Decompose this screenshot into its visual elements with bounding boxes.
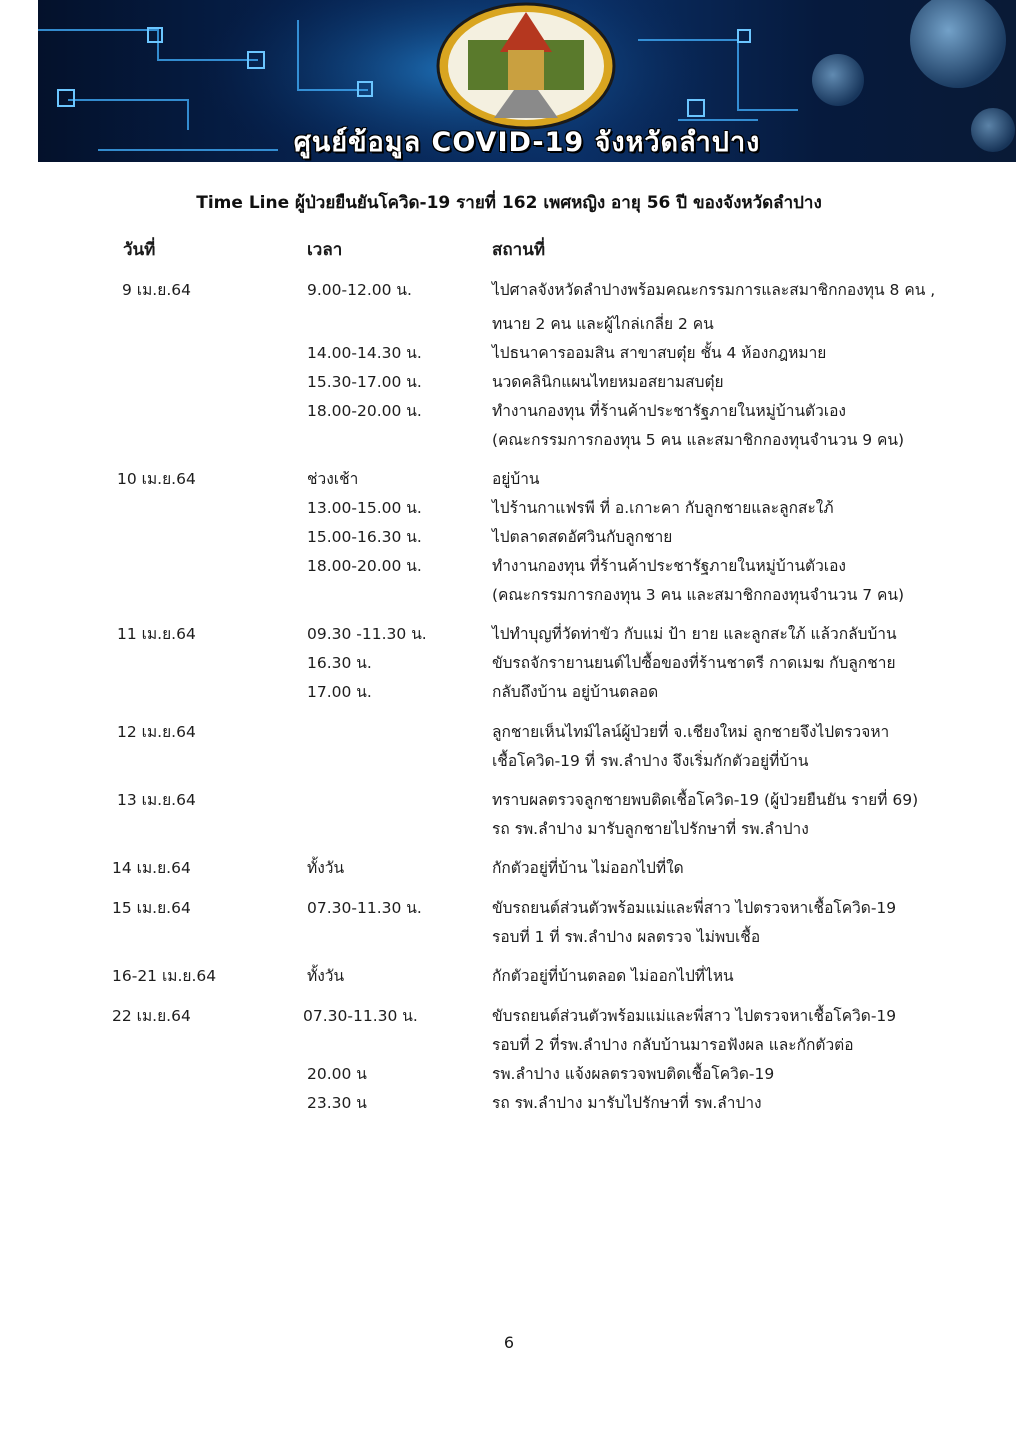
row-time: 9.00-12.00 น.: [307, 281, 412, 299]
row-date: 13 เม.ย.64: [117, 791, 196, 809]
row-place: ทำงานกองทุน ที่ร้านค้าประชารัฐภายในหมู่บ้านตัวเอง: [492, 402, 846, 420]
row-time: ทั้งวัน: [307, 967, 345, 985]
row-time: 18.00-20.00 น.: [307, 402, 422, 420]
row-place: ทำงานกองทุน ที่ร้านค้าประชารัฐภายในหมู่บ้านตัวเอง: [492, 557, 846, 575]
row-place: เชื้อโควิด-19 ที่ รพ.ลำปาง จึงเริ่มกักตัวอยู่ที่บ้าน: [492, 752, 809, 770]
row-place: (คณะกรรมการกองทุน 5 คน และสมาชิกกองทุนจำนวน 9 คน): [492, 431, 905, 449]
row-time: 09.30 -11.30 น.: [307, 625, 427, 643]
row-place: ขับรถยนต์ส่วนตัวพร้อมแม่และพี่สาว ไปตรวจหาเชื้อโควิด-19: [492, 899, 897, 917]
row-place: กักตัวอยู่ที่บ้านตลอด ไม่ออกไปที่ไหน: [492, 967, 734, 985]
row-place: ขับรถยนต์ส่วนตัวพร้อมแม่และพี่สาว ไปตรวจหาเชื้อโควิด-19: [492, 1007, 897, 1025]
row-date: 15 เม.ย.64: [112, 899, 191, 917]
row-time: ทั้งวัน: [307, 859, 345, 877]
header-place: สถานที่: [492, 240, 546, 260]
row-place: รถ รพ.ลำปาง มารับลูกชายไปรักษาที่ รพ.ลำปาง: [492, 820, 809, 838]
row-time: 14.00-14.30 น.: [307, 344, 422, 362]
row-place: ไปธนาคารออมสิน สาขาสบตุ๋ย ชั้น 4 ห้องกฎหมาย: [492, 344, 827, 362]
row-place: ขับรถจักรายานยนต์ไปซื้อของที่ร้านชาตรี กาดเมฆ กับลูกชาย: [492, 654, 896, 672]
row-time: 23.30 น: [307, 1094, 367, 1112]
row-date: 16-21 เม.ย.64: [112, 967, 217, 985]
row-place: รพ.ลำปาง แจ้งผลตรวจพบติดเชื้อโควิด-19: [492, 1065, 775, 1083]
row-date: 10 เม.ย.64: [117, 470, 196, 488]
lampang-province-seal-icon: [438, 4, 614, 128]
row-date: 14 เม.ย.64: [112, 859, 191, 877]
row-time: ช่วงเช้า: [307, 470, 359, 488]
virus-graphic: [910, 0, 1006, 88]
row-place: รอบที่ 1 ที่ รพ.ลำปาง ผลตรวจ ไม่พบเชื้อ: [492, 928, 761, 946]
row-time: 13.00-15.00 น.: [307, 499, 422, 517]
header-time: เวลา: [307, 240, 343, 260]
banner-title: ศูนย์ข้อมูล COVID-19 จังหวัดลำปาง: [293, 127, 761, 158]
row-time: 07.30-11.30 น.: [303, 1007, 418, 1025]
header-banner: [38, 0, 1016, 162]
row-date: 11 เม.ย.64: [117, 625, 196, 643]
row-place: ไปตลาดสดอัศวินกับลูกชาย: [492, 528, 673, 546]
row-date: 22 เม.ย.64: [112, 1007, 191, 1025]
row-date: 9 เม.ย.64: [122, 281, 191, 299]
document-title: Time Line ผู้ป่วยยืนยันโควิด-19 รายที่ 162 เพศหญิง อายุ 56 ปี ของจังหวัดลำปาง: [196, 193, 822, 213]
row-time: 18.00-20.00 น.: [307, 557, 422, 575]
row-place: ทนาย 2 คน และผู้ไกล่เกลี่ย 2 คน: [492, 315, 714, 333]
row-place: รถ รพ.ลำปาง มารับไปรักษาที่ รพ.ลำปาง: [492, 1094, 762, 1112]
row-place: รอบที่ 2 ที่รพ.ลำปาง กลับบ้านมารอฟังผล และกักตัวต่อ: [492, 1036, 854, 1054]
row-date: 12 เม.ย.64: [117, 723, 196, 741]
row-place: ไปศาลจังหวัดลำปางพร้อมคณะกรรมการและสมาชิกกองทุน 8 คน ,: [492, 281, 936, 299]
row-place: ทราบผลตรวจลูกชายพบติดเชื้อโควิด-19 (ผู้ป่วยยืนยัน รายที่ 69): [492, 791, 919, 809]
row-time: 17.00 น.: [307, 683, 372, 701]
row-place: นวดคลินิกแผนไทยหมอสยามสบตุ๋ย: [492, 373, 724, 391]
header-date: วันที่: [123, 240, 156, 260]
row-place: ลูกชายเห็นไทม์ไลน์ผู้ป่วยที่ จ.เชียงใหม่ ลูกชายจึงไปตรวจหา: [492, 723, 890, 741]
page-number: 6: [503, 1333, 515, 1352]
row-place: กักตัวอยู่ที่บ้าน ไม่ออกไปที่ใด: [492, 859, 684, 877]
row-place: ไปทำบุญที่วัดท่าขัว กับแม่ ป้า ยาย และลูกสะใภ้ แล้วกลับบ้าน: [492, 625, 897, 643]
row-place: กลับถึงบ้าน อยู่บ้านตลอด: [492, 683, 659, 701]
row-time: 20.00 น: [307, 1065, 367, 1083]
row-time: 15.30-17.00 น.: [307, 373, 422, 391]
row-time: 07.30-11.30 น.: [307, 899, 422, 917]
row-place: ไปร้านกาแฟรพี ที่ อ.เกาะคา กับลูกชายและลูกสะใภ้: [492, 499, 834, 517]
row-place: อยู่บ้าน: [492, 470, 540, 488]
row-place: (คณะกรรมการกองทุน 3 คน และสมาชิกกองทุนจำนวน 7 คน): [492, 586, 905, 604]
row-time: 16.30 น.: [307, 654, 372, 672]
row-time: 15.00-16.30 น.: [307, 528, 422, 546]
